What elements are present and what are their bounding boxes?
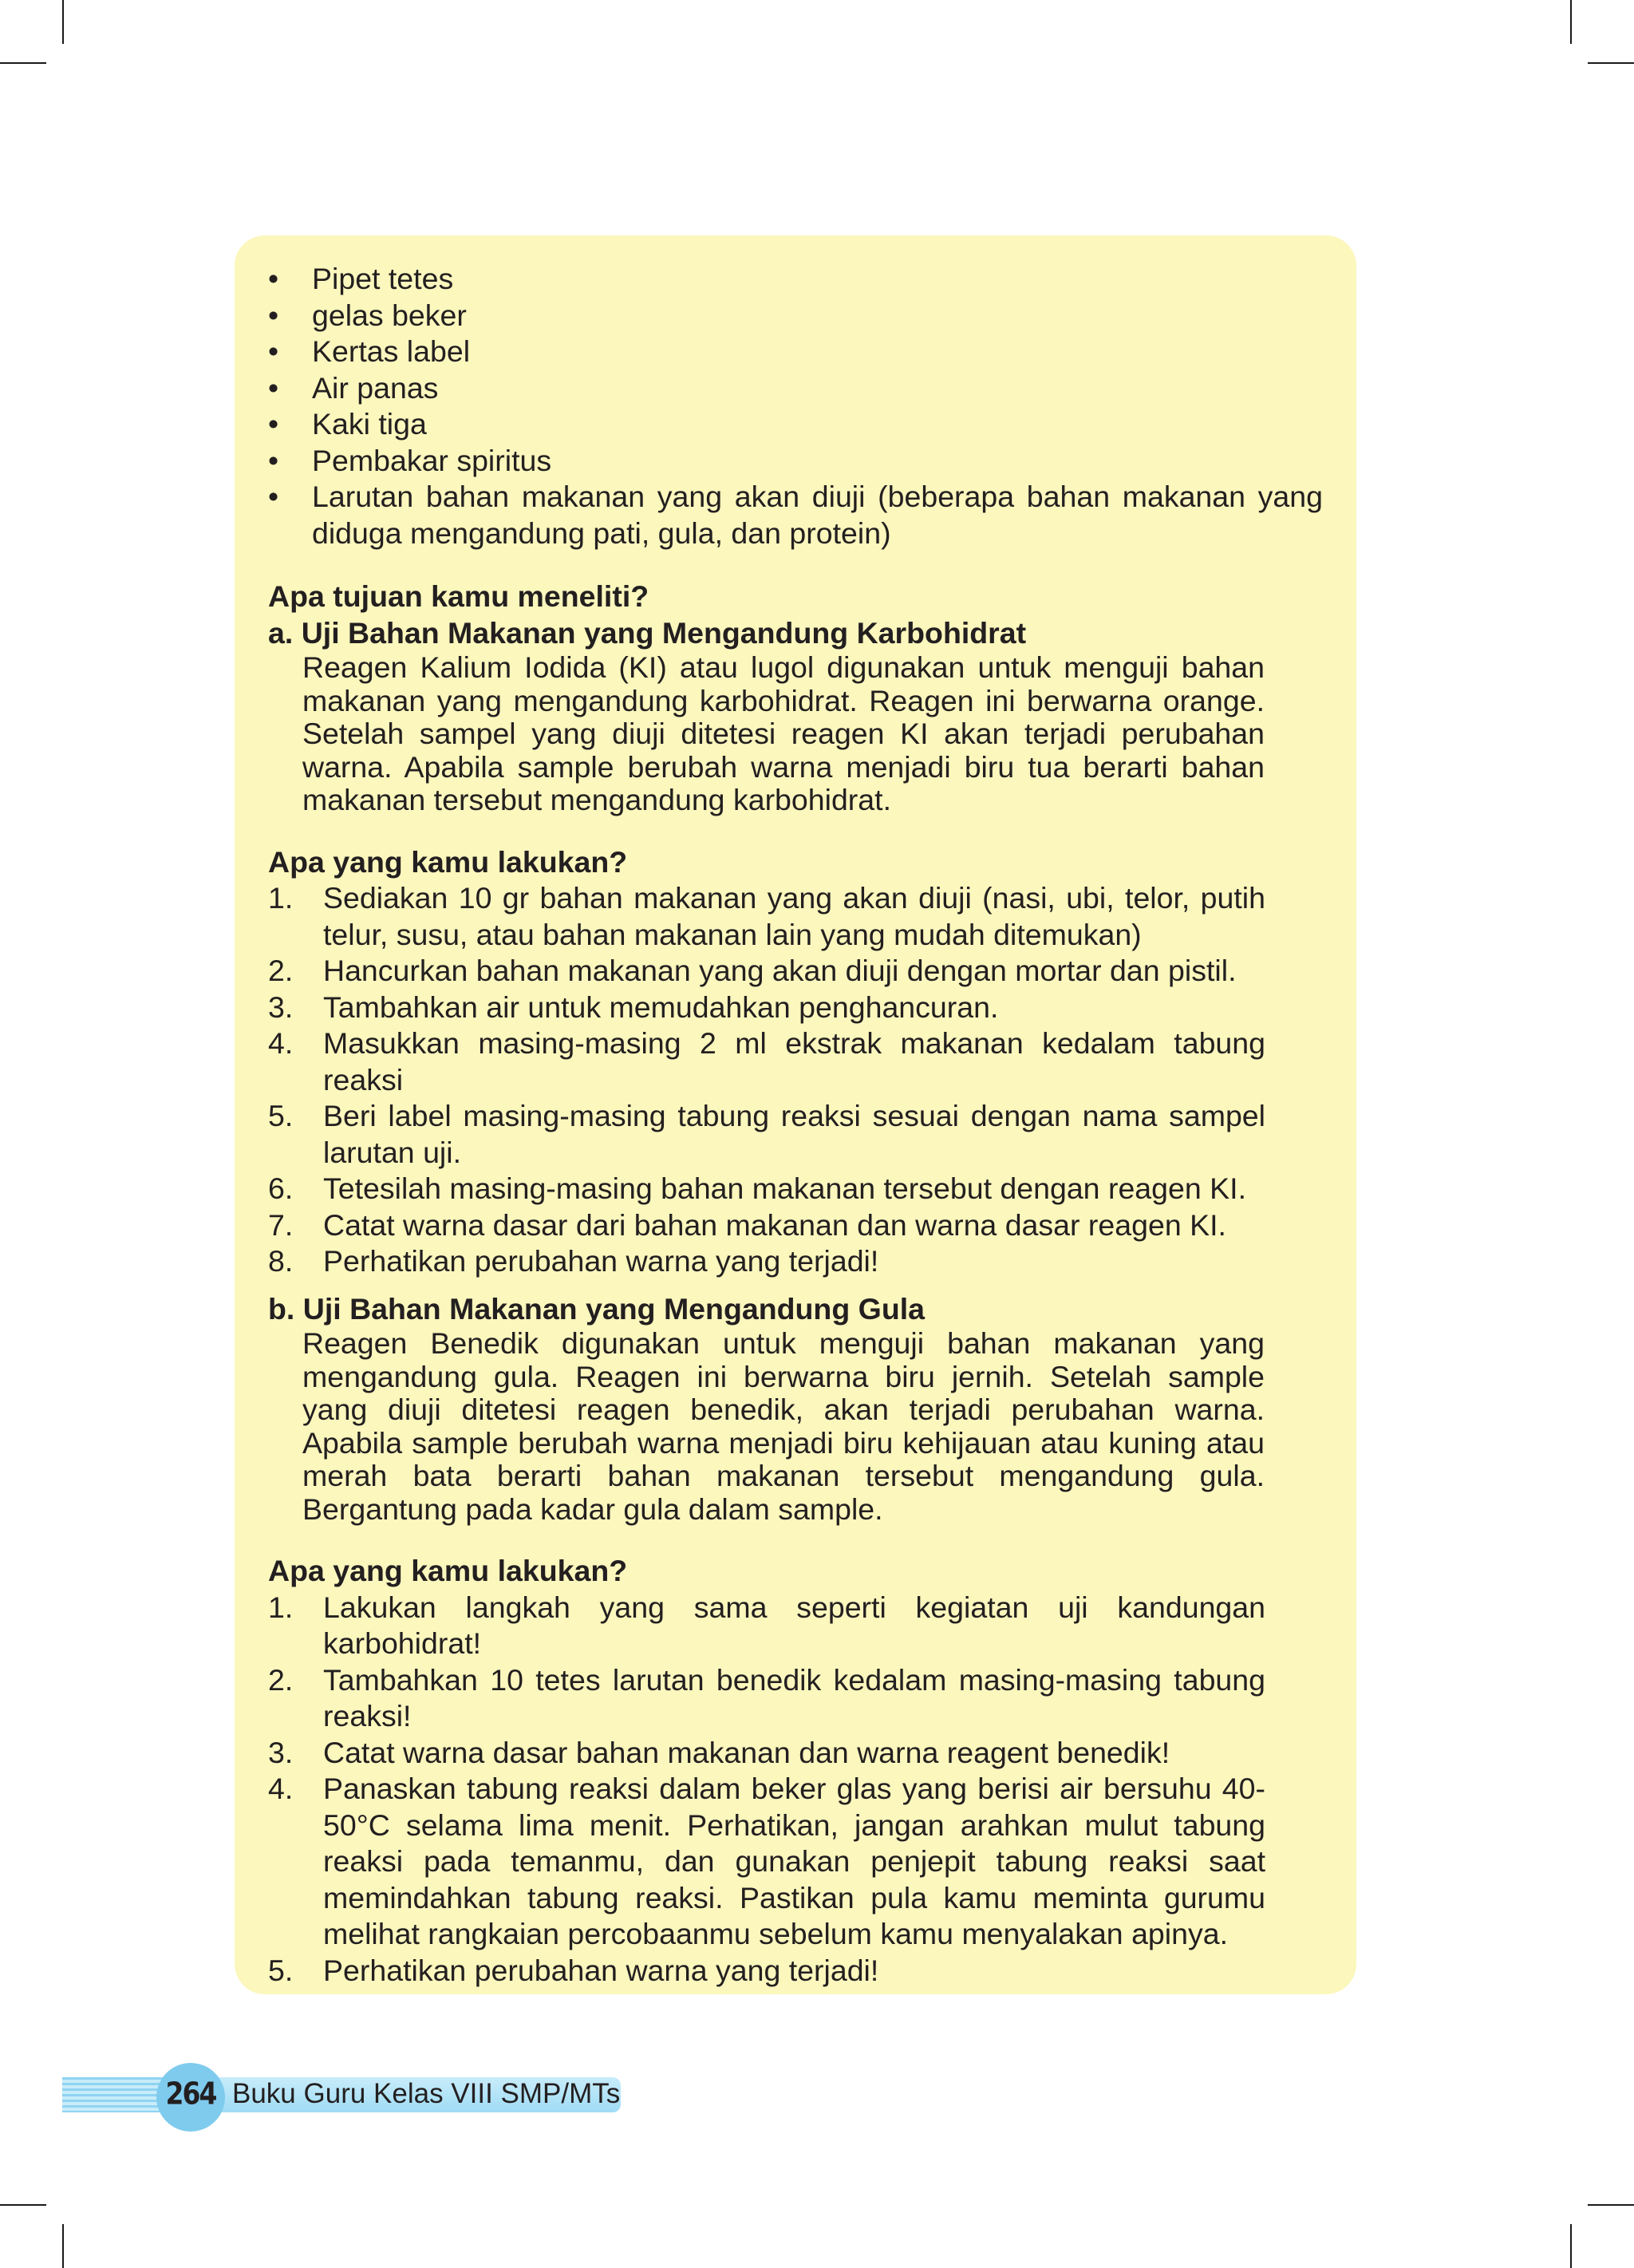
list-item: • Air panas [268,370,1323,407]
list-item: 1. Sediakan 10 gr bahan makanan yang akan diuji (nasi, ubi, telor, putih telur, susu, atau bahan makanan lain yang mudah ditemukan) [268,881,1265,951]
section-a-steps [268,880,1265,1280]
list-item: 5. Beri label masing-masing tabung reaksi sesuai dengan nama sampel larutan uji. [268,1099,1265,1169]
spacer [268,551,1323,579]
list-item: • Larutan bahan makanan yang akan diuji (beberapa bahan makanan yang diduga mengandung pati, gula, dan protein) [268,480,1323,550]
list-item: 3. Catat warna dasar bahan makanan dan warna reagent benedik! [268,1735,1170,1769]
crop-mark-bottom-right [1570,2224,1572,2268]
bullet: • [268,443,279,477]
list-item: • Pembakar spiritus [268,443,1323,480]
list-item: • Pipet tetes [268,261,1323,298]
section-b-description: Reagen Benedik digunakan untuk menguji bahan makanan yang mengandung gula. Reagen ini berwarna biru jernih. Setelah sample yang diuji ditetesi reagen benedik, akan terjadi perubahan warna. Apabila sample berubah warna menjadi biru kehijauan atau kuning atau merah bata berarti bahan makanan tersebut mengandung gula. Bergantung pada kadar gula dalam sample. [302,1326,1265,1526]
bullet: • [268,370,279,405]
crop-mark-top-right-h [1588,62,1634,64]
crop-mark-top-left-h [0,62,46,64]
page-number: 264 [165,2076,216,2112]
materials-list [268,261,1323,551]
section-a-description: Reagen Kalium Iodida (KI) atau lugol digunakan untuk menguji bahan makanan yang mengandung karbohidrat. Reagen ini berwarna orange. Setelah sampel yang diuji ditetesi reagen KI akan terjadi perubahan warna. Apabila sample berubah warna menjadi biru tua berarti bahan makanan tersebut mengandung karbohidrat. [302,650,1265,816]
spacer [268,1280,1323,1291]
list-item: 7. Catat warna dasar dari bahan makanan dan warna dasar reagen KI. [268,1207,1226,1242]
bullet: • [268,298,279,332]
section-a-title: a. Uji Bahan Makanan yang Mengandung Karbohidrat [268,615,1027,650]
list-item: • Kaki tiga [268,406,1323,443]
crop-mark-bottom-left-h [0,2204,46,2206]
list-item: • Kertas label [268,334,1323,370]
purpose-heading: Apa tujuan kamu meneliti? [268,579,649,613]
list-item: 4. Panaskan tabung reaksi dalam beker glas yang berisi air bersuhu 40-50°C selama lima menit. Perhatikan, jangan arahkan mulut tabung reaksi pada temanmu, dan gunakan penjepit tabung reaksi saat memindahkan tabung reaksi. Pastikan pula kamu meminta gurumu melihat rangkaian percobaanmu sebelum kamu menyalakan apinya. [268,1772,1265,1950]
list-item: 1. Lakukan langkah yang sama seperti kegiatan uji kandungan karbohidrat! [268,1590,1265,1660]
book-title: Buku Guru Kelas VIII SMP/MTs [232,2078,621,2109]
crop-mark-top-right [1570,0,1572,44]
list-item: 2. Hancurkan bahan makanan yang akan diuji dengan mortar dan pistil. [268,954,1237,987]
bullet: • [268,480,279,513]
activity-content [268,261,1323,1989]
section-b-steps-heading: Apa yang kamu lakukan? [268,1554,628,1587]
list-item: • gelas beker [268,298,1323,334]
section-a-steps-heading: Apa yang kamu lakukan? [268,844,628,879]
spacer [268,817,1323,844]
list-item: 2. Tambahkan 10 tetes larutan benedik kedalam masing-masing tabung reaksi! [268,1662,1265,1733]
list-item: 4. Masukkan masing-masing 2 ml ekstrak makanan kedalam tabung reaksi [268,1026,1265,1096]
section-b-steps [268,1590,1265,1989]
list-item: 6. Tetesilah masing-masing bahan makanan tersebut dengan reagen KI. [268,1172,1246,1205]
crop-mark-top-left [62,0,64,44]
bullet: • [268,407,279,441]
spacer [268,1526,1323,1553]
section-b-title: b. Uji Bahan Makanan yang Mengandung Gula [268,1291,926,1326]
list-item: 5. Perhatikan perubahan warna yang terjadi! [268,1953,879,1987]
bullet: • [268,262,279,295]
bullet: • [268,334,279,368]
crop-mark-bottom-left [62,2224,64,2268]
list-item: 3. Tambahkan air untuk memudahkan penghancuran. [268,990,999,1024]
list-item: 8. Perhatikan perubahan warna yang terjadi! [268,1244,879,1278]
crop-mark-bottom-right-h [1588,2204,1634,2206]
